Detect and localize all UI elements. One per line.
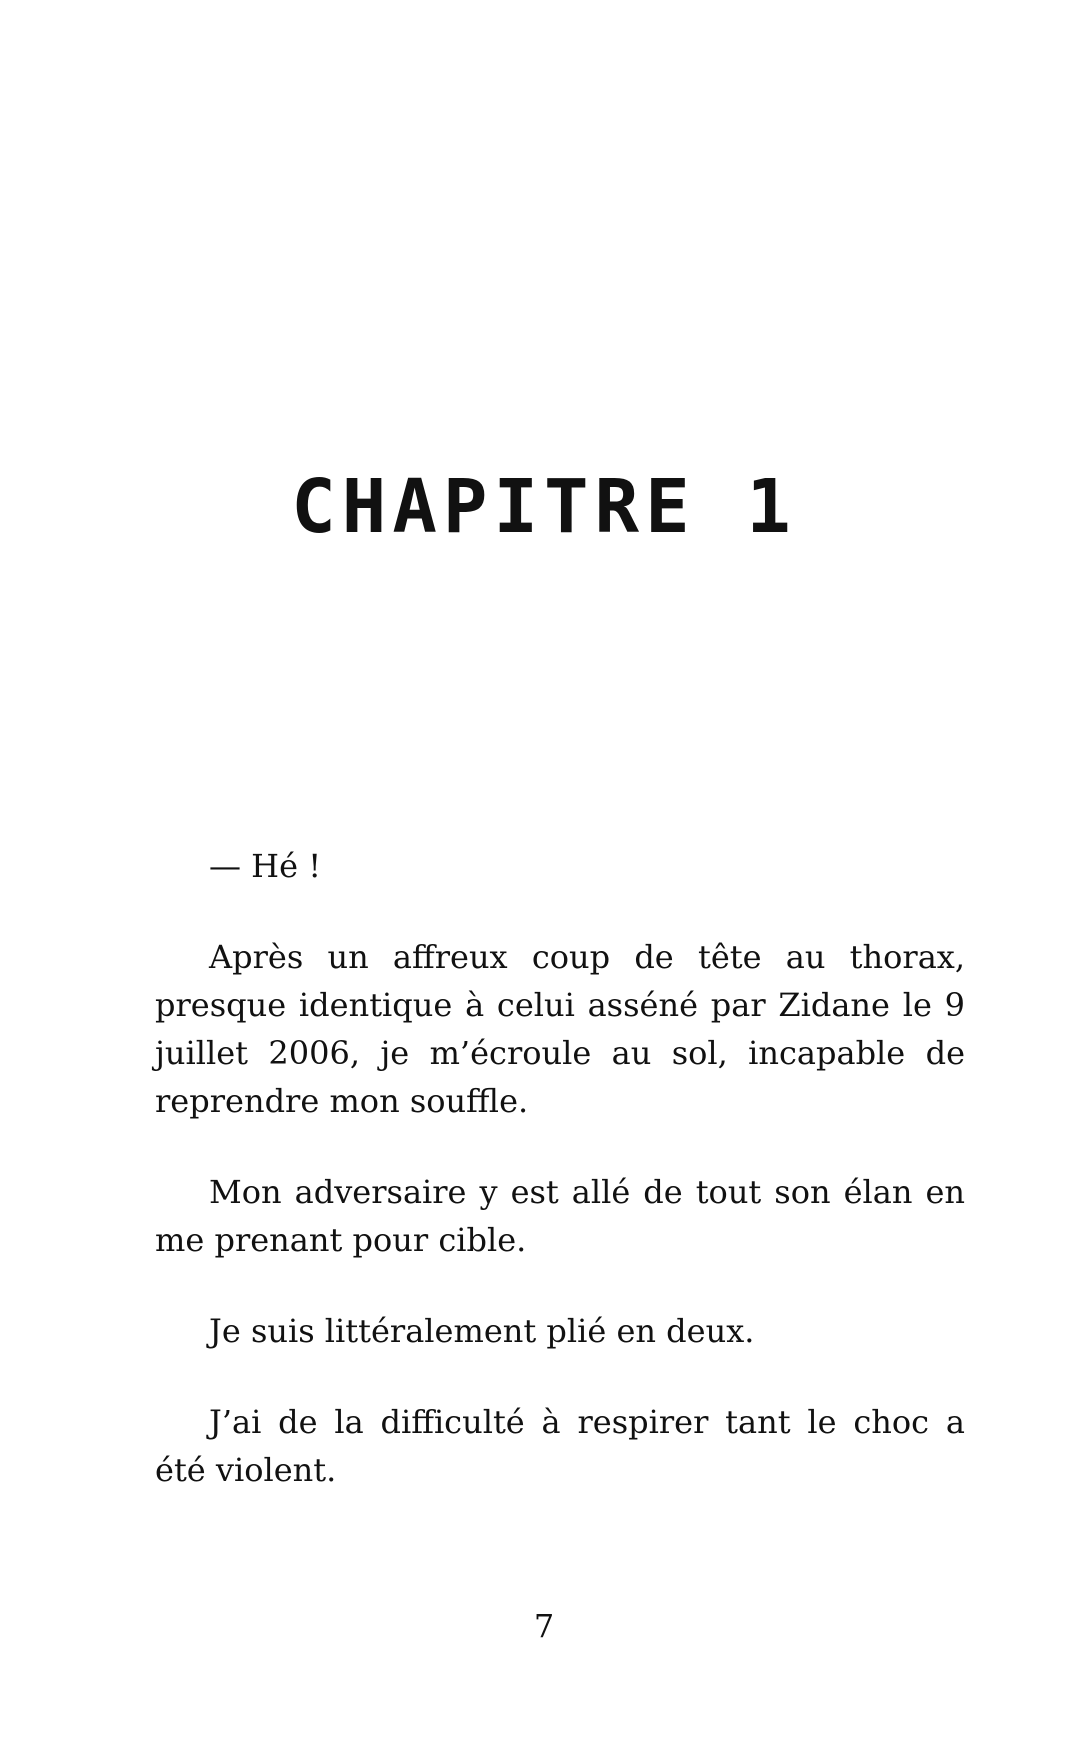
chapter-title: CHAPITRE 1: [291, 464, 797, 550]
body-text: [155, 842, 965, 1537]
paragraph-folded: Je suis littéralement plié en deux.: [209, 1312, 755, 1350]
paragraph-adversary: Mon adversaire y est allé de tout son élan en me prenant pour cible.: [155, 1173, 965, 1259]
paragraph-breathing: J’ai de la difficulté à respirer tant le choc a été violent.: [155, 1403, 965, 1489]
page-number: 7: [533, 1607, 555, 1645]
paragraph-dialogue: — Hé !: [209, 847, 322, 885]
paragraph-headbutt: Après un affreux coup de tête au thorax, presque identique à celui asséné par Zidane le 9 juillet 2006, je m’écroule au sol, incapable de reprendre mon souffle.: [155, 938, 965, 1120]
